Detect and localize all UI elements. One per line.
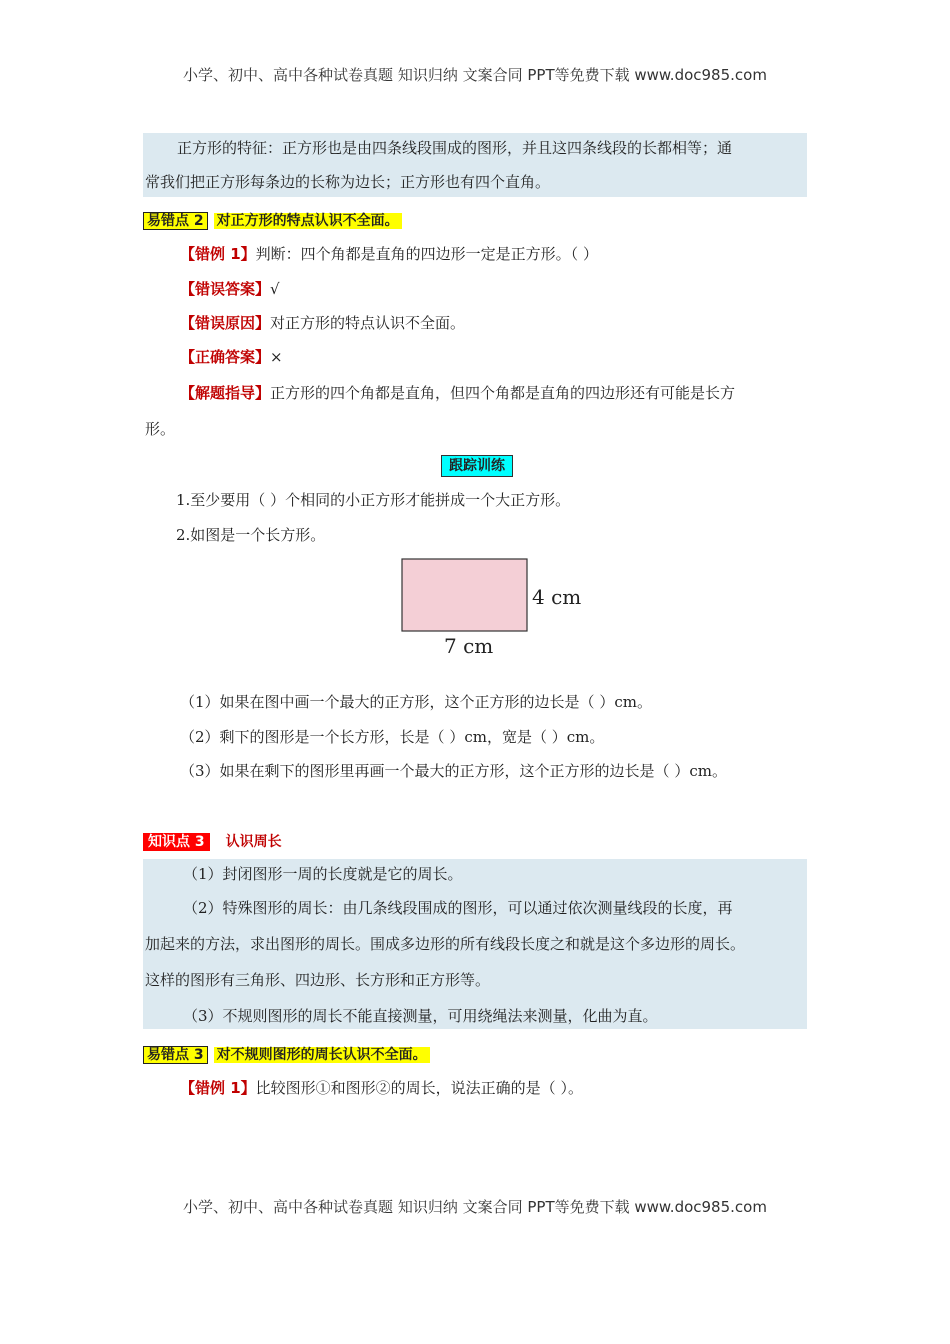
practice-q1: 1.至少要用（ ）个相同的小正方形才能拼成一个大正方形。 <box>176 491 571 509</box>
mistake3-example <box>180 1071 583 1105</box>
practice-q2: 2.如图是一个长方形。 <box>176 526 326 544</box>
practice-sub1: （1）如果在图中画一个最大的正方形，这个正方形的边长是（ ）cm。 <box>180 693 652 711</box>
mistake3-example-label: 【错例 1】 <box>180 1079 256 1097</box>
perimeter-box <box>143 859 807 1029</box>
mistake2-guide <box>180 376 735 410</box>
mistake2-example <box>180 237 598 271</box>
mistake2-wrong-reason <box>180 306 465 340</box>
mistake3-example-text: 比较图形①和图形②的周长，说法正确的是（ ）。 <box>255 1079 583 1097</box>
perimeter-item2-line1: （2）特殊图形的周长：由几条线段围成的图形，可以通过依次测量线段的长度，再 <box>183 899 733 917</box>
mistake3-tag: 易错点 3 <box>143 1046 208 1064</box>
rectangle-bottom-label: 7 cm <box>444 634 494 656</box>
correct-answer-label: 【正确答案】 <box>180 348 271 366</box>
mistake2-tag: 易错点 2 <box>143 212 208 230</box>
guide-text: 正方形的四个角都是直角，但四个角都是直角的四边形还有可能是长方 <box>270 384 736 402</box>
mistake3-title: 对不规则图形的周长认识不全面。 <box>214 1047 430 1063</box>
square-feature-box <box>143 133 807 197</box>
practice-sub3: （3）如果在剩下的图形里再画一个最大的正方形，这个正方形的边长是（ ）cm。 <box>180 762 727 780</box>
wrong-reason-text: 对正方形的特点认识不全面。 <box>270 314 466 332</box>
correct-answer-value: × <box>270 348 283 366</box>
mistake2-heading <box>143 210 402 230</box>
guide-label: 【解题指导】 <box>180 384 271 402</box>
mistake2-correct-answer <box>180 340 283 374</box>
wrong-answer-value: √ <box>270 280 280 298</box>
square-feature-line1: 正方形的特征：正方形也是由四条线段围成的图形，并且这四条线段的长都相等；通 <box>177 139 733 157</box>
practice-title: 跟踪训练 <box>441 455 513 477</box>
mistake2-wrong-answer <box>180 272 280 306</box>
perimeter-item3: （3）不规则图形的周长不能直接测量，可用绕绳法来测量，化曲为直。 <box>183 1007 658 1025</box>
page-footer: 小学、初中、高中各种试卷真题 知识归纳 文案合同 PPT等免费下载 www.doc985.com <box>183 1198 767 1216</box>
mistake3-heading <box>143 1044 430 1064</box>
perimeter-item1: （1）封闭图形一周的长度就是它的周长。 <box>183 865 463 883</box>
mistake2-guide-cont: 形。 <box>145 420 176 438</box>
knowledge3-heading <box>143 831 282 851</box>
practice-sub2: （2）剩下的图形是一个长方形，长是（ ）cm，宽是（ ）cm。 <box>180 728 605 746</box>
rectangle-side-label: 4 cm <box>532 585 582 609</box>
rectangle-figure <box>400 556 582 656</box>
example-text: 判断：四个角都是直角的四边形一定是正方形。（ ） <box>255 245 598 263</box>
square-feature-line2: 常我们把正方形每条边的长称为边长；正方形也有四个直角。 <box>145 173 551 191</box>
page-header: 小学、初中、高中各种试卷真题 知识归纳 文案合同 PPT等免费下载 www.doc985.com <box>183 66 767 84</box>
example-label: 【错例 1】 <box>180 245 256 263</box>
knowledge3-tag: 知识点 3 <box>143 833 210 851</box>
mistake2-title: 对正方形的特点认识不全面。 <box>214 213 402 229</box>
wrong-answer-label: 【错误答案】 <box>180 280 271 298</box>
knowledge3-title: 认识周长 <box>225 834 282 850</box>
rectangle-shape <box>402 559 527 631</box>
wrong-reason-label: 【错误原因】 <box>180 314 271 332</box>
perimeter-item2-line2: 加起来的方法，求出图形的周长。围成多边形的所有线段长度之和就是这个多边形的周长。 <box>145 935 746 953</box>
perimeter-item2-line3: 这样的图形有三角形、四边形、长方形和正方形等。 <box>145 971 491 989</box>
